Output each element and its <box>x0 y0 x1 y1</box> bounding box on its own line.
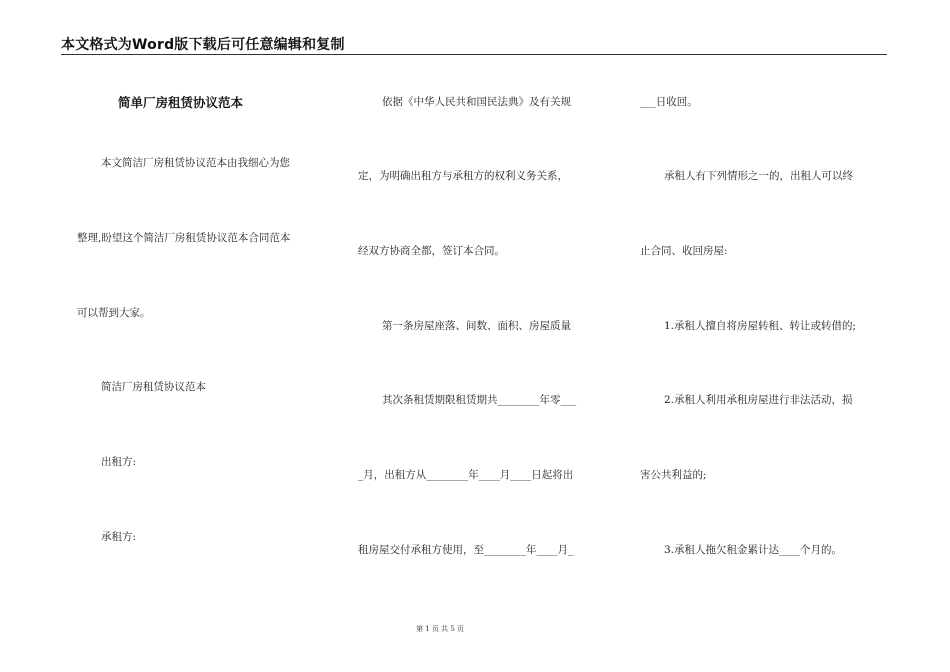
col2-line-5: 其次条租赁期限租赁期共________年零___ <box>382 394 577 406</box>
col2-line-7: 租房屋交付承租方使用，至________年____月_ <box>358 544 574 556</box>
document-banner: 本文格式为Word版下载后可任意编辑和复制 <box>61 37 345 53</box>
page-number: 第 1 页 共 5 页 <box>415 625 465 633</box>
col1-line-2: 整理,盼望这个简洁厂房租赁协议范本合同范本 <box>77 232 291 244</box>
col3-line-3: 止合同、收回房屋: <box>640 245 728 257</box>
col1-subtitle: 简洁厂房租赁协议范本 <box>101 381 206 393</box>
col2-line-1: 依据《中华人民共和国民法典》及有关规 <box>382 96 571 108</box>
col3-line-2: 承租人有下列情形之一的，出租人可以终 <box>664 170 853 182</box>
col2-line-4: 第一条房屋座落、间数、面积、房屋质量 <box>382 320 571 332</box>
col3-line-4: 1.承租人擅自将房屋转租、转让或转借的; <box>664 320 857 332</box>
col3-line-5: 2.承租人利用承租房屋进行非法活动，损 <box>664 394 853 406</box>
header-divider <box>61 54 887 55</box>
col3-line-7: 3.承租人拖欠租金累计达____个月的。 <box>664 544 843 556</box>
col2-line-6: _月，出租方从________年____月____日起将出 <box>358 469 574 481</box>
col1-lessor: 出租方: <box>101 456 137 468</box>
col3-line-6: 害公共利益的; <box>640 469 707 481</box>
col1-line-1: 本文简洁厂房租赁协议范本由我细心为您 <box>101 157 290 169</box>
col3-line-1: ___日收回。 <box>640 96 698 108</box>
col1-lessee: 承租方: <box>101 531 137 543</box>
document-title: 简单厂房租赁协议范本 <box>118 95 244 110</box>
col2-line-3: 经双方协商全都，签订本合同。 <box>358 245 505 257</box>
col2-line-2: 定，为明确出租方与承租方的权利义务关系， <box>358 170 568 182</box>
col1-line-3: 可以帮到大家。 <box>77 307 151 319</box>
